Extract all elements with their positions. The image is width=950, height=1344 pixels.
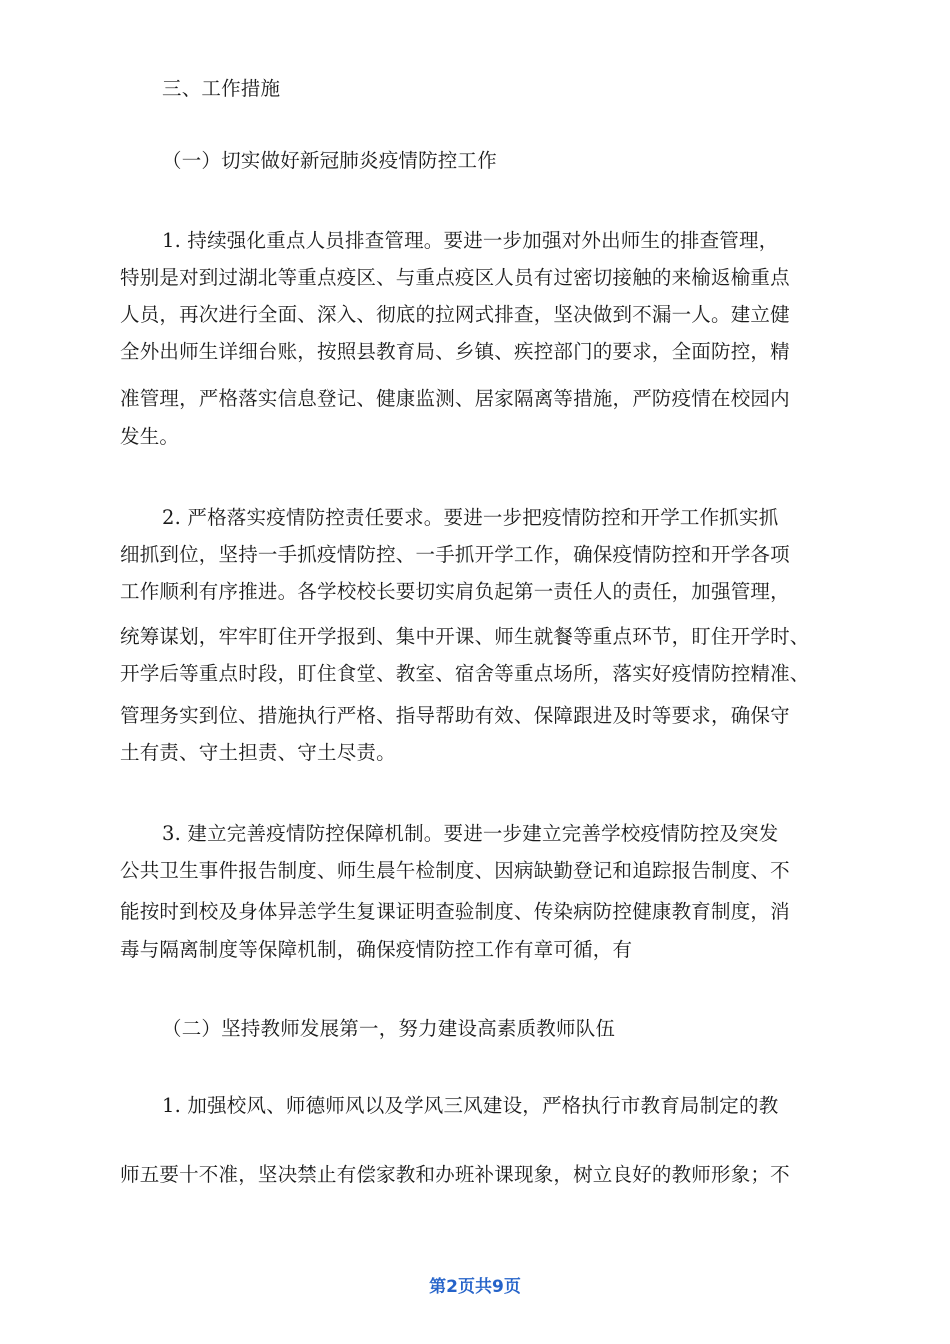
section-heading: 三、工作措施 — [162, 77, 281, 100]
paragraph-line: 特别是对到过湖北等重点疫区、与重点疫区人员有过密切接触的来榆返榆重点 — [120, 266, 790, 289]
paragraph-line: 能按时到校及身体异恙学生复课证明查验制度、传染病防控健康教育制度，消 — [120, 900, 790, 923]
paragraph-line: 全外出师生详细台账，按照县教育局、乡镇、疾控部门的要求，全面防控，精 — [120, 340, 790, 363]
paragraph-line: 发生。 — [120, 425, 180, 448]
paragraph-line: 管理务实到位、措施执行严格、指导帮助有效、保障跟进及时等要求，确保守 — [120, 704, 790, 727]
paragraph-line: 统筹谋划，牢牢盯住开学报到、集中开课、师生就餐等重点环节，盯住开学时、 — [120, 625, 810, 648]
paragraph-line: 工作顺利有序推进。各学校校长要切实肩负起第一责任人的责任，加强管理， — [120, 580, 790, 603]
paragraph-line: 师五要十不准，坚决禁止有偿家教和办班补课现象，树立良好的教师形象；不 — [120, 1163, 790, 1186]
page-indicator: 第2页共9页 — [429, 1277, 521, 1297]
paragraph-line: 开学后等重点时段，盯住食堂、教室、宿舍等重点场所，落实好疫情防控精准、 — [120, 662, 810, 685]
paragraph-line: 公共卫生事件报告制度、师生晨午检制度、因病缺勤登记和追踪报告制度、不 — [120, 859, 790, 882]
paragraph-line: 1. 加强校风、师德师风以及学风三风建设，严格执行市教育局制定的教 — [162, 1094, 779, 1117]
subsection-2-title: （二）坚持教师发展第一，努力建设高素质教师队伍 — [162, 1017, 616, 1040]
paragraph-line: 毒与隔离制度等保障机制，确保疫情防控工作有章可循，有 — [120, 938, 633, 961]
paragraph-line: 准管理，严格落实信息登记、健康监测、居家隔离等措施，严防疫情在校园内 — [120, 387, 790, 410]
paragraph-line: 细抓到位，坚持一手抓疫情防控、一手抓开学工作，确保疫情防控和开学各项 — [120, 543, 790, 566]
paragraph-line: 3. 建立完善疫情防控保障机制。要进一步建立完善学校疫情防控及突发 — [162, 822, 779, 845]
paragraph-line: 1. 持续强化重点人员排查管理。要进一步加强对外出师生的排查管理， — [162, 229, 779, 252]
subsection-1-title: （一）切实做好新冠肺炎疫情防控工作 — [162, 149, 497, 172]
paragraph-line: 人员，再次进行全面、深入、彻底的拉网式排查，坚决做到不漏一人。建立健 — [120, 303, 790, 326]
paragraph-line: 土有责、守土担责、守土尽责。 — [120, 741, 396, 764]
paragraph-line: 2. 严格落实疫情防控责任要求。要进一步把疫情防控和开学工作抓实抓 — [162, 506, 779, 529]
